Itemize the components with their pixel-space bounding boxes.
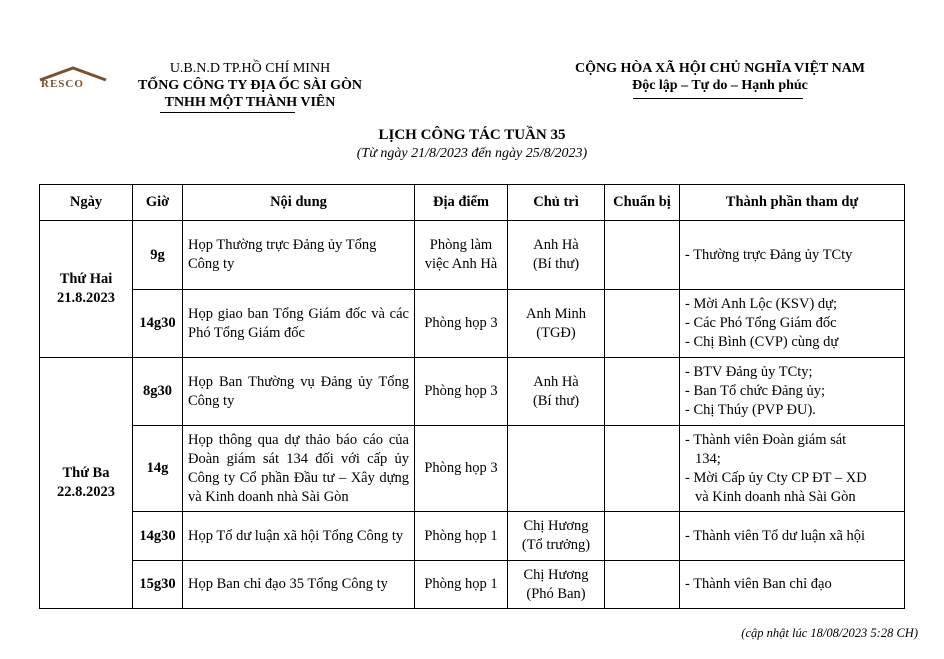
prep-cell (605, 512, 680, 561)
time-cell: 14g30 (133, 512, 183, 561)
content-cell: Họp thông qua dự thảo báo cáo của Đoàn giám sát 134 đối với cấp ủy Công ty Cổ phần Đầu tư – Xây dựng và Kinh doanh nhà Sài Gòn (183, 426, 415, 512)
content-cell: Họp Thường trực Đảng ủy Tổng Công ty (183, 221, 415, 290)
chair-cell (508, 358, 605, 426)
content-cell: Họp Ban chỉ đạo 35 Tổng Công ty (183, 561, 415, 609)
place-cell: Phòng họp 3 (415, 290, 508, 358)
page-subtitle: (Từ ngày 21/8/2023 đến ngày 25/8/2023) (356, 146, 588, 161)
chair-role: (Bí thư) (532, 392, 580, 409)
content-cell: Họp Ban Thường vụ Đảng ủy Tổng Công ty (183, 358, 415, 426)
org-parent: U.B.N.D TP.HỒ CHÍ MINH (169, 61, 331, 76)
time-cell: 8g30 (133, 358, 183, 426)
chair-name: Chị Hương (523, 566, 589, 583)
prep-cell (605, 561, 680, 609)
participant-line: - Mời Anh Lộc (KSV) dự; (685, 296, 838, 312)
schedule-table (39, 184, 905, 609)
company-logo (38, 66, 108, 96)
national-header (540, 60, 900, 94)
participant-line: - Mời Cấp ủy Cty CP ĐT – XD (685, 469, 867, 486)
day-name: Thứ Ba (62, 465, 110, 481)
chair-role: (Phó Ban) (526, 585, 586, 602)
time-cell: 9g (133, 221, 183, 290)
chair-cell (508, 290, 605, 358)
chair-role: (Tổ trưởng) (521, 537, 591, 553)
col-header-place: Địa điểm (415, 185, 508, 221)
table-row (40, 426, 905, 512)
place-cell: Phòng họp 3 (415, 358, 508, 426)
prep-cell (605, 221, 680, 290)
participant-line: - Thường trực Đảng ủy TCty (685, 246, 853, 263)
participant-line: và Kinh doanh nhà Sài Gòn (695, 488, 856, 505)
participant-line: - Chị Thúy (PVP ĐU). (685, 402, 816, 418)
content-cell: Họp Tổ dư luận xã hội Tổng Công ty (183, 512, 415, 561)
chair-cell (508, 426, 605, 512)
chair-cell (508, 512, 605, 561)
day-cell-tuesday (40, 358, 133, 609)
place-line: việc Anh Hà (424, 256, 498, 272)
place-cell: Phòng họp 1 (415, 561, 508, 609)
participant-line: - Các Phó Tổng Giám đốc (685, 315, 837, 331)
table-row (40, 290, 905, 358)
org-type: TNHH MỘT THÀNH VIÊN (164, 95, 336, 110)
chair-name: Anh Hà (533, 373, 579, 390)
time-cell: 15g30 (133, 561, 183, 609)
participant-line: - BTV Đảng ủy TCty; (685, 364, 813, 380)
content-cell: Họp giao ban Tổng Giám đốc và các Phó Tổng Giám đốc (183, 290, 415, 358)
national-title: CỘNG HÒA XÃ HỘI CHỦ NGHĨA VIỆT NAM (574, 61, 865, 76)
participants-cell (680, 512, 905, 561)
chair-cell (508, 561, 605, 609)
org-name: TỔNG CÔNG TY ĐỊA ỐC SÀI GÒN (137, 78, 363, 93)
participant-line: 134; (695, 450, 721, 467)
time-cell: 14g30 (133, 290, 183, 358)
prep-cell (605, 290, 680, 358)
chair-role: (TGĐ) (536, 324, 576, 341)
table-row (40, 358, 905, 426)
day-date: 22.8.2023 (57, 484, 115, 500)
col-header-time: Giờ (133, 185, 183, 221)
participant-line: - Chị Bình (CVP) cùng dự (685, 334, 839, 350)
place-line: Phòng làm (429, 237, 493, 253)
col-header-prep: Chuẩn bị (605, 185, 680, 221)
day-date: 21.8.2023 (57, 290, 115, 306)
org-underline (160, 112, 295, 113)
chair-name: Chị Hương (523, 518, 589, 534)
chair-name: Anh Minh (525, 305, 587, 322)
place-cell: Phòng họp 3 (415, 426, 508, 512)
table-row (40, 221, 905, 290)
org-header (100, 60, 400, 111)
time-cell: 14g (133, 426, 183, 512)
col-header-participants: Thành phần tham dự (680, 185, 905, 221)
col-header-chair: Chủ trì (508, 185, 605, 221)
logo-text: RESCO (41, 78, 84, 90)
place-cell (415, 221, 508, 290)
place-cell: Phòng họp 1 (415, 512, 508, 561)
prep-cell (605, 426, 680, 512)
participants-cell (680, 358, 905, 426)
table-header-row (40, 185, 905, 221)
col-header-day: Ngày (40, 185, 133, 221)
table-row (40, 561, 905, 609)
day-cell-monday (40, 221, 133, 358)
participants-cell (680, 561, 905, 609)
chair-cell (508, 221, 605, 290)
participants-cell (680, 221, 905, 290)
participants-cell (680, 290, 905, 358)
national-motto: Độc lập – Tự do – Hạnh phúc (632, 78, 808, 93)
chair-name: Anh Hà (533, 237, 579, 253)
participant-line: - Ban Tổ chức Đảng ủy; (685, 383, 826, 399)
participant-line: - Thành viên Đoàn giám sát (685, 431, 847, 448)
update-timestamp: (cập nhật lúc 18/08/2023 5:28 CH) (741, 626, 918, 640)
motto-underline (633, 98, 803, 99)
participant-line: - Thành viên Ban chỉ đạo (685, 576, 832, 592)
prep-cell (605, 358, 680, 426)
chair-role: (Bí thư) (532, 256, 580, 272)
page-title: LỊCH CÔNG TÁC TUẦN 35 (378, 127, 566, 143)
table-row (40, 512, 905, 561)
col-header-content: Nội dung (183, 185, 415, 221)
participant-line: - Thành viên Tổ dư luận xã hội (685, 527, 866, 544)
day-name: Thứ Hai (59, 271, 113, 287)
participants-cell (680, 426, 905, 512)
